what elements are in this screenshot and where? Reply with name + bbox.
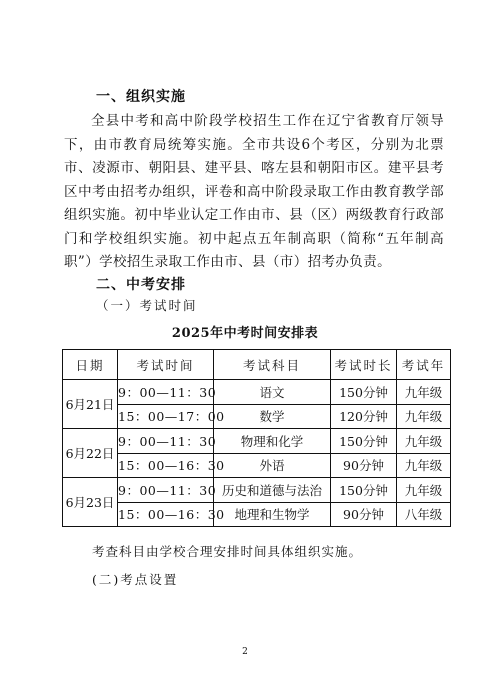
grade-cell: 九年级 [397,404,451,429]
table-row [63,404,451,429]
subject-cell: 物理和化学 [214,429,331,454]
table-row [63,502,451,527]
table-row [63,429,451,454]
subsection-exam-time: （一）考试时间 [96,298,198,313]
organization-paragraph: 全县中考和高中阶段学校招生工作在辽宁省教育厅领导下，由市教育局统筹实施。全市共设6个考区，分别为北票市、凌源市、朝阳县、建平县、喀左县和朝阳市区。建平县考区中考由招考办组织，评卷和高中阶段录取工作由教育教学部组织实施。初中毕业认定工作由市、县（区）两级教育行政部门和学校组织实施。初中起点五年制高职（简称“五年制高职”）学校招生录取工作由市、县（市）招考办负责。 [64,113,444,270]
subject-cell: 历史和道德与法治 [214,478,331,503]
table-header-row [63,350,451,380]
date-cell: 6月22日 [63,429,118,478]
duration-cell: 120分钟 [331,404,397,429]
grade-cell: 九年级 [397,380,451,405]
time-cell: 9：00—11：30 [118,478,214,503]
subsection-exam-sites: (二)考点设置 [92,572,179,587]
time-cell: 9：00—11：30 [118,429,214,454]
duration-cell: 90分钟 [331,453,397,478]
section-heading-exam-arrangement: 二、中考安排 [96,277,186,293]
duration-cell: 150分钟 [331,380,397,405]
header-cell: 考试时间 [118,350,214,380]
table-row [63,453,451,478]
grade-cell: 八年级 [397,502,451,527]
table-row [63,380,451,405]
time-cell: 9：00—11：30 [118,380,214,405]
time-cell: 15：00—16：30 [118,453,214,478]
header-cell: 考试年 [397,350,451,380]
header-cell: 考试时长 [331,350,397,380]
date-cell: 6月23日 [63,478,118,527]
subject-cell: 地理和生物学 [214,502,331,527]
subject-cell: 语文 [214,380,331,405]
schedule-table-title: 2025年中考时间安排表 [171,326,319,341]
section-heading-organization: 一、组织实施 [96,89,186,105]
grade-cell: 九年级 [397,478,451,503]
table-row [63,478,451,503]
date-cell: 6月21日 [63,380,118,429]
subject-cell: 数学 [214,404,331,429]
exam-schedule-table [62,349,451,527]
duration-cell: 90分钟 [331,502,397,527]
time-cell: 15：00—17：00 [118,404,214,429]
time-cell: 15：00—16：30 [118,502,214,527]
duration-cell: 150分钟 [331,429,397,454]
duration-cell: 150分钟 [331,478,397,503]
subject-cell: 外语 [214,453,331,478]
header-cell: 考试科目 [214,350,331,380]
exam-note: 考查科目由学校合理安排时间具体组织实施。 [92,544,363,559]
grade-cell: 九年级 [397,429,451,454]
page-number: 2 [242,647,248,657]
grade-cell: 九年级 [397,453,451,478]
header-cell: 日期 [63,350,118,380]
